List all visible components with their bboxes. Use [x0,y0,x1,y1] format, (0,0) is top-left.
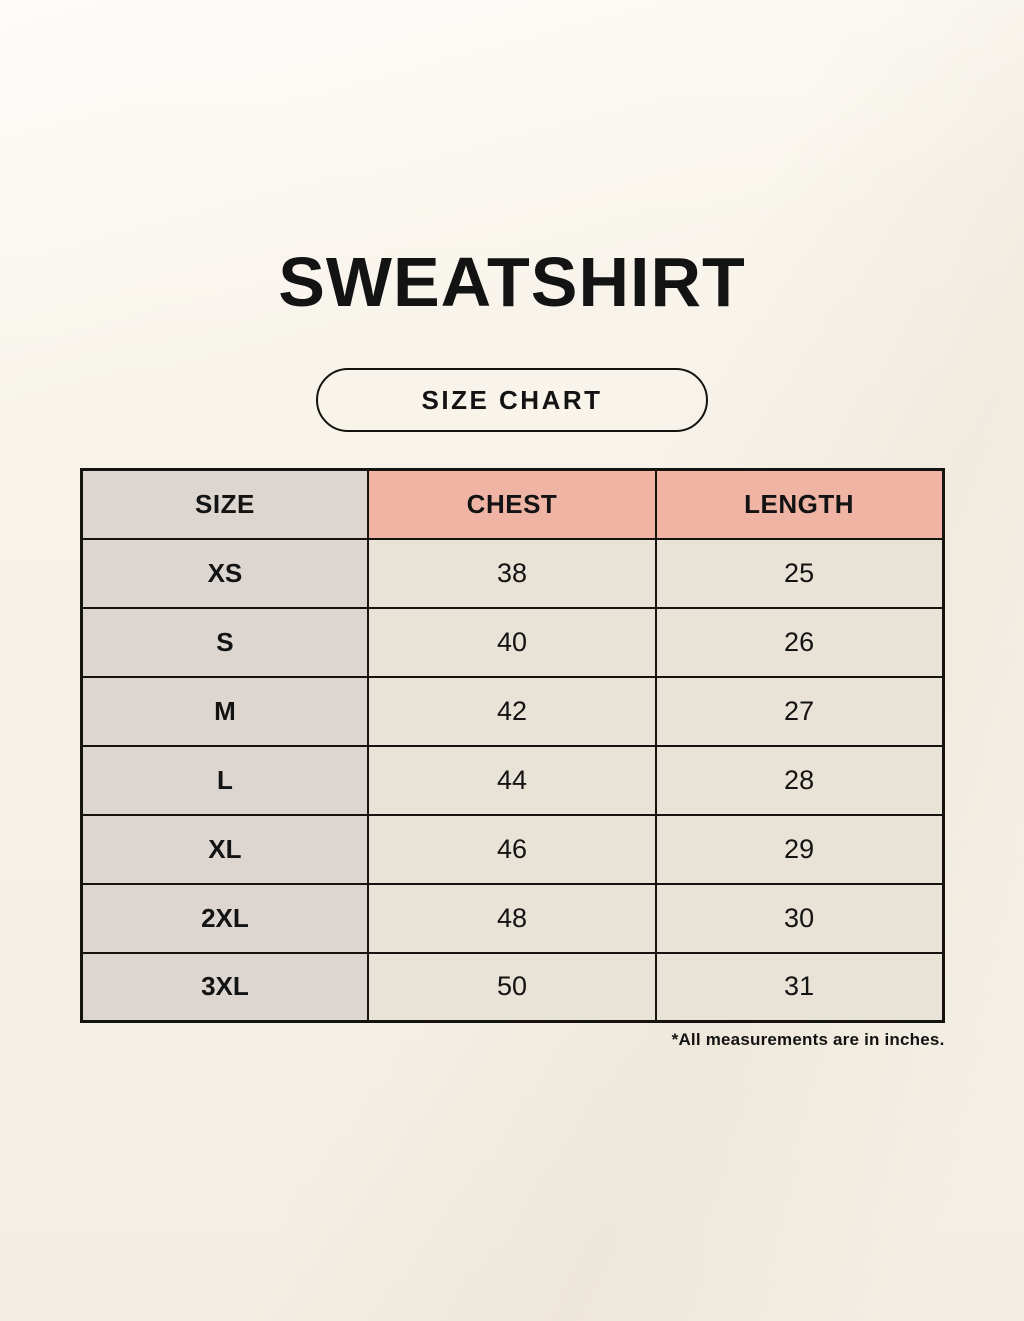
chest-cell: 44 [368,746,655,815]
footnote-container [80,1030,945,1050]
table-row [81,677,943,746]
chest-cell: 46 [368,815,655,884]
size-cell: XS [81,539,368,608]
size-table [80,468,945,1023]
size-table-header [81,470,943,539]
length-cell: 31 [656,953,943,1022]
size-table-body [81,539,943,1022]
table-row [81,884,943,953]
length-cell: 30 [656,884,943,953]
table-row [81,746,943,815]
size-cell: M [81,677,368,746]
size-cell: S [81,608,368,677]
header-size: SIZE [81,470,368,539]
length-cell: 27 [656,677,943,746]
header-row [81,470,943,539]
table-row [81,953,943,1022]
length-cell: 29 [656,815,943,884]
page-title: SWEATSHIRT [278,243,746,321]
size-chart-badge-label: SIZE CHART [421,385,603,415]
chest-cell: 42 [368,677,655,746]
table-row [81,815,943,884]
header-chest: CHEST [368,470,655,539]
length-cell: 28 [656,746,943,815]
length-cell: 26 [656,608,943,677]
size-chart-badge [316,368,708,432]
footnote: *All measurements are in inches. [671,1030,945,1049]
size-cell: 2XL [81,884,368,953]
chest-cell: 50 [368,953,655,1022]
size-cell: XL [81,815,368,884]
table-row [81,539,943,608]
size-cell: 3XL [81,953,368,1022]
chest-cell: 48 [368,884,655,953]
size-cell: L [81,746,368,815]
chest-cell: 40 [368,608,655,677]
chest-cell: 38 [368,539,655,608]
header-length: LENGTH [656,470,943,539]
length-cell: 25 [656,539,943,608]
table-row [81,608,943,677]
